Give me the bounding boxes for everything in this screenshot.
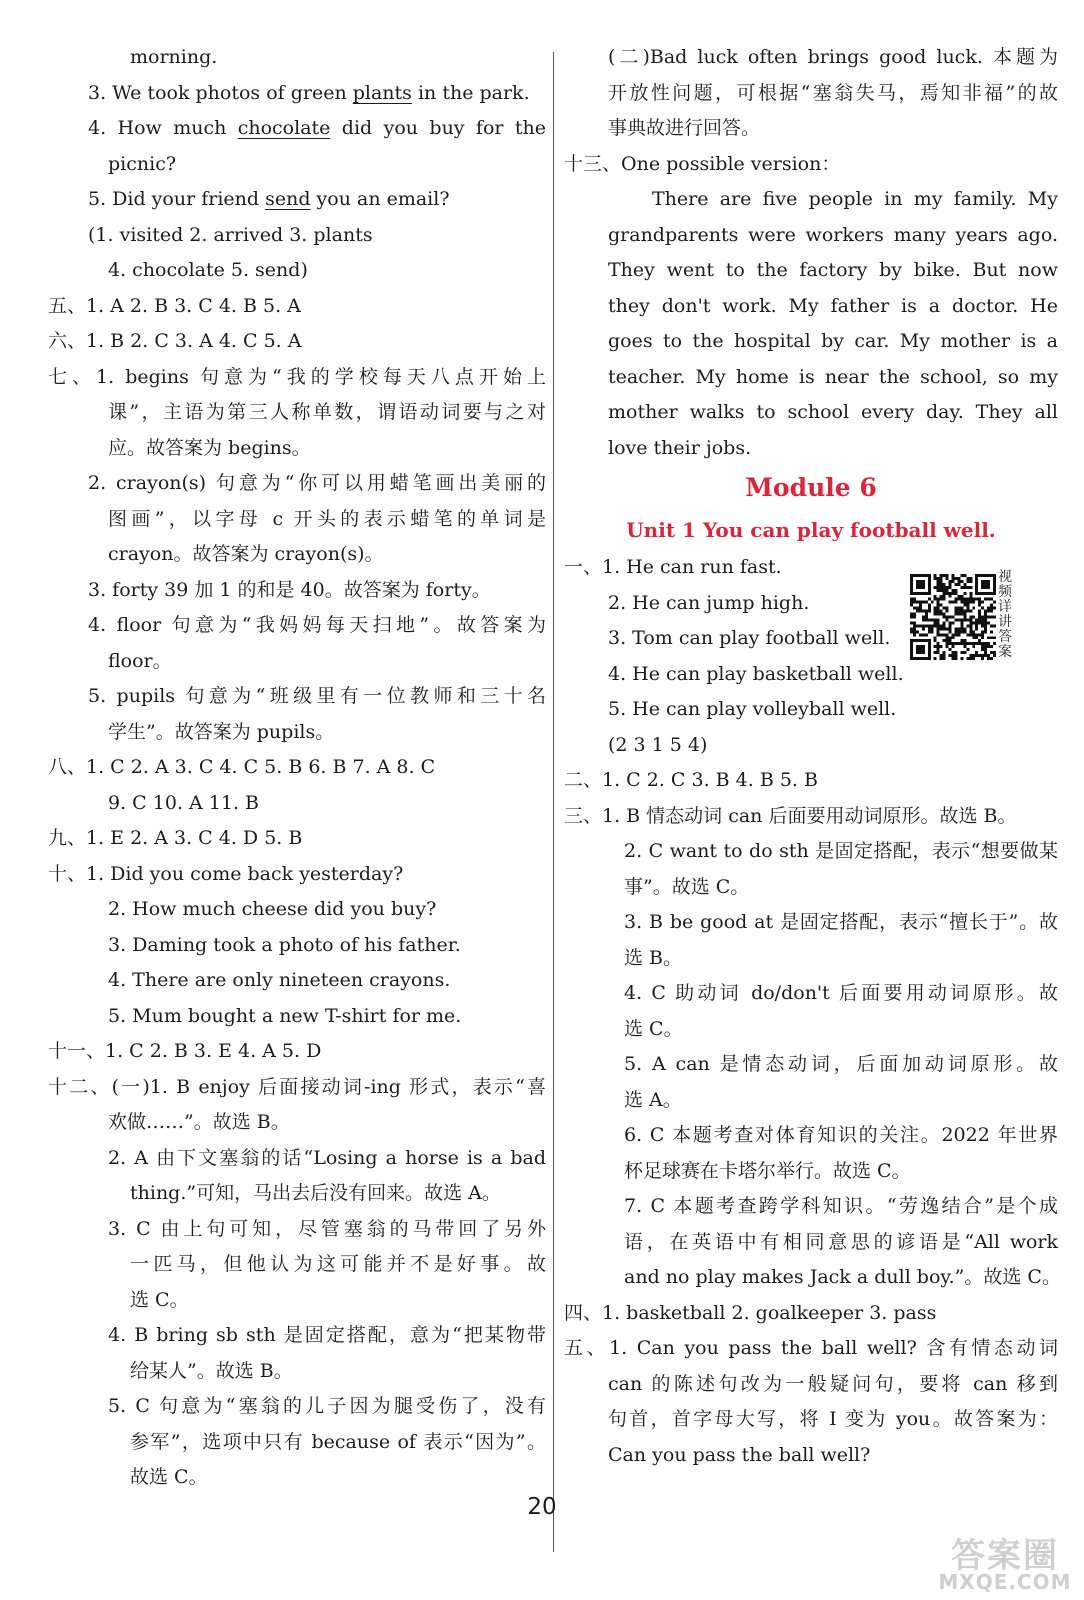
text-line: 5. pupils 句意为“班级里有一位教师和三十名	[88, 685, 546, 707]
qr-label: 视频详讲答案	[998, 569, 1012, 660]
text-line: 十三、One possible version：	[564, 152, 841, 175]
text-line: 选 B。	[624, 946, 683, 969]
text-line: 2. A 由下文塞翁的话“Losing a horse is a bad	[108, 1146, 546, 1169]
watermark-logo	[930, 1528, 1080, 1596]
text-line: 2. crayon(s) 句意为“你可以用蜡笔画出美丽的	[88, 472, 546, 494]
text-line: 5. Mum bought a new T-shirt for me.	[108, 1004, 462, 1027]
text-line: 3. C 由上句可知，尽管塞翁的马带回了另外	[108, 1217, 546, 1240]
text-line: 2. How much cheese did you buy?	[108, 898, 437, 920]
text-line: they don't work. My father is a doctor. He	[608, 294, 1058, 317]
text-line: 2. He can jump high.	[608, 591, 810, 614]
qr-code-icon[interactable]	[910, 574, 996, 660]
text-line: floor。	[108, 649, 172, 672]
text-line: 给某人”。故选 B。	[130, 1359, 293, 1382]
text-line: 4. C 助动词 do/don't 后面要用动词原形。故	[624, 982, 1058, 1004]
text-line: (二)Bad luck often brings good luck. 本题为	[608, 46, 1058, 68]
column-divider	[553, 52, 554, 1552]
text-line: 6. C 本题考查对体育知识的关注。2022 年世界	[624, 1124, 1058, 1146]
text-line: and no play makes Jack a dull boy.”。故选 C。	[624, 1266, 1061, 1288]
text-line: 5. A can 是情态动词，后面加动词原形。故	[624, 1053, 1058, 1075]
text-line: 课”，主语为第三人称单数，谓语动词要与之对	[108, 401, 546, 423]
text-line	[48, 76, 546, 112]
text-line: 选 C。	[624, 1017, 683, 1040]
text-line: 应。故答案为 begins。	[108, 436, 311, 459]
text-line: mother walks to school every day. They all	[608, 401, 1058, 423]
text-line: 参军”，选项中只有 because of 表示“因为”。	[130, 1430, 546, 1453]
text-line: 5. He can play volleyball well.	[608, 698, 897, 720]
text-line: grandparents were workers many years ago.	[608, 223, 1058, 246]
text-line: 4. There are only nineteen crayons.	[108, 969, 451, 991]
text-line: 选 C。	[130, 1288, 189, 1311]
underlined-word: chocolate	[237, 117, 331, 139]
text-line: 十二、(一)1. B enjoy 后面接动词-ing 形式，表示“喜	[48, 1075, 546, 1098]
text-line: love their jobs.	[608, 436, 752, 459]
text-line: (1. visited 2. arrived 3. plants	[88, 223, 373, 246]
underlined-word: send	[265, 188, 311, 210]
text-line: 3. Tom can play football well.	[608, 627, 891, 649]
text-line: 一、1. He can run fast.	[564, 556, 782, 578]
module-title: Module 6	[745, 473, 877, 502]
text-line: 语，在英语中有相同意思的谚语是“All work	[624, 1230, 1058, 1253]
text-line: crayon。故答案为 crayon(s)。	[108, 543, 384, 565]
watermark-top: 答案圈	[951, 1536, 1059, 1576]
text-line: can 的陈述句改为一般疑问句，要将 can 移到	[608, 1372, 1058, 1395]
text-line: 九、1. E 2. A 3. C 4. D 5. B	[48, 827, 303, 849]
text-line: 句首，首字母大写，将 I 变为 you。故答案为：	[608, 1408, 1058, 1430]
text-line: 4. chocolate 5. send)	[108, 259, 308, 281]
text-line: They went to the factory by bike. But now	[608, 259, 1058, 281]
text-line: 八、1. C 2. A 3. C 4. C 5. B 6. B 7. A 8. C	[48, 756, 436, 778]
left-column	[48, 40, 546, 1496]
text-line: Can you pass the ball well?	[608, 1443, 871, 1466]
text-line: 5. C 句意为“塞翁的儿子因为腿受伤了，没有	[108, 1395, 546, 1417]
text-line: 4. He can play basketball well.	[608, 662, 904, 685]
text-line: 五、1. Can you pass the ball well? 含有情态动词	[564, 1337, 1058, 1359]
text-line: 9. C 10. A 11. B	[108, 791, 259, 814]
text-line: 3. Daming took a photo of his father.	[108, 933, 461, 956]
text-line	[48, 182, 546, 218]
text-line: 图画”，以字母 c 开头的表示蜡笔的单词是	[108, 507, 546, 530]
text-span: 4. How much	[88, 117, 238, 139]
text-line: 开放性问题，可根据“塞翁失马，焉知非福”的故	[608, 81, 1058, 104]
text-line: 事典故进行回答。	[608, 117, 761, 139]
text-line: There are five people in my family. My	[652, 188, 1058, 210]
right-column	[564, 40, 1061, 1473]
text-line: 一匹马，但他认为这可能并不是好事。故	[130, 1253, 546, 1275]
text-line: 四、1. basketball 2. goalkeeper 3. pass	[564, 1301, 937, 1324]
text-line: 二、1. C 2. C 3. B 4. B 5. B	[564, 769, 818, 791]
text-line: 4. B bring sb sth 是固定搭配，意为“把某物带	[108, 1324, 546, 1346]
text-span: you an email?	[310, 188, 450, 210]
text-line: 4. floor 句意为“我妈妈每天扫地”。故答案为	[88, 614, 546, 636]
text-line: 学生”。故答案为 pupils。	[108, 720, 335, 743]
page-number: 20	[527, 1494, 557, 1520]
text-line: 7. C 本题考查跨学科知识。“劳逸结合”是个成	[624, 1195, 1058, 1217]
text-line: teacher. My home is near the school, so my	[608, 365, 1058, 388]
text-line: picnic?	[108, 152, 177, 175]
text-line: (2 3 1 5 4)	[608, 733, 708, 756]
text-line: 欢做……”。故选 B。	[108, 1111, 290, 1133]
text-line: 十、1. Did you come back yesterday?	[48, 862, 404, 885]
text-line	[48, 111, 546, 147]
unit-title: Unit 1 You can play football well.	[626, 518, 996, 542]
text-span: in the park.	[411, 81, 530, 104]
text-line: 3. B be good at 是固定搭配，表示“擅长于”。故	[624, 911, 1058, 933]
text-line: 七、1. begins 句意为“我的学校每天八点开始上	[48, 365, 546, 388]
underlined-word: plants	[352, 81, 412, 104]
text-line: 五、1. A 2. B 3. C 4. B 5. A	[48, 294, 301, 317]
text-line: 2. C want to do sth 是固定搭配，表示“想要做某	[624, 840, 1058, 862]
text-line: 故选 C。	[130, 1466, 208, 1488]
text-line: goes to the hospital by car. My mother is a	[608, 330, 1058, 352]
text-span: 5. Did your friend	[88, 188, 266, 210]
text-line: thing.”可知，马出去后没有回来。故选 A。	[130, 1182, 501, 1204]
text-line: 三、1. B 情态动词 can 后面要用动词原形。故选 B。	[564, 804, 1017, 827]
text-line: morning.	[130, 46, 218, 68]
text-line: 杯足球赛在卡塔尔举行。故选 C。	[624, 1159, 911, 1182]
text-line: 3. forty 39 加 1 的和是 40。故答案为 forty。	[88, 578, 491, 601]
text-line: 十一、1. C 2. B 3. E 4. A 5. D	[48, 1040, 322, 1062]
text-line: 选 A。	[624, 1088, 682, 1111]
text-span: did you buy for the	[330, 117, 546, 139]
watermark-bottom: MXQE.COM	[938, 1570, 1072, 1594]
text-line: 六、1. B 2. C 3. A 4. C 5. A	[48, 330, 302, 352]
text-line: 事”。故选 C。	[624, 875, 750, 898]
text-span: 3. We took photos of green	[88, 81, 353, 104]
